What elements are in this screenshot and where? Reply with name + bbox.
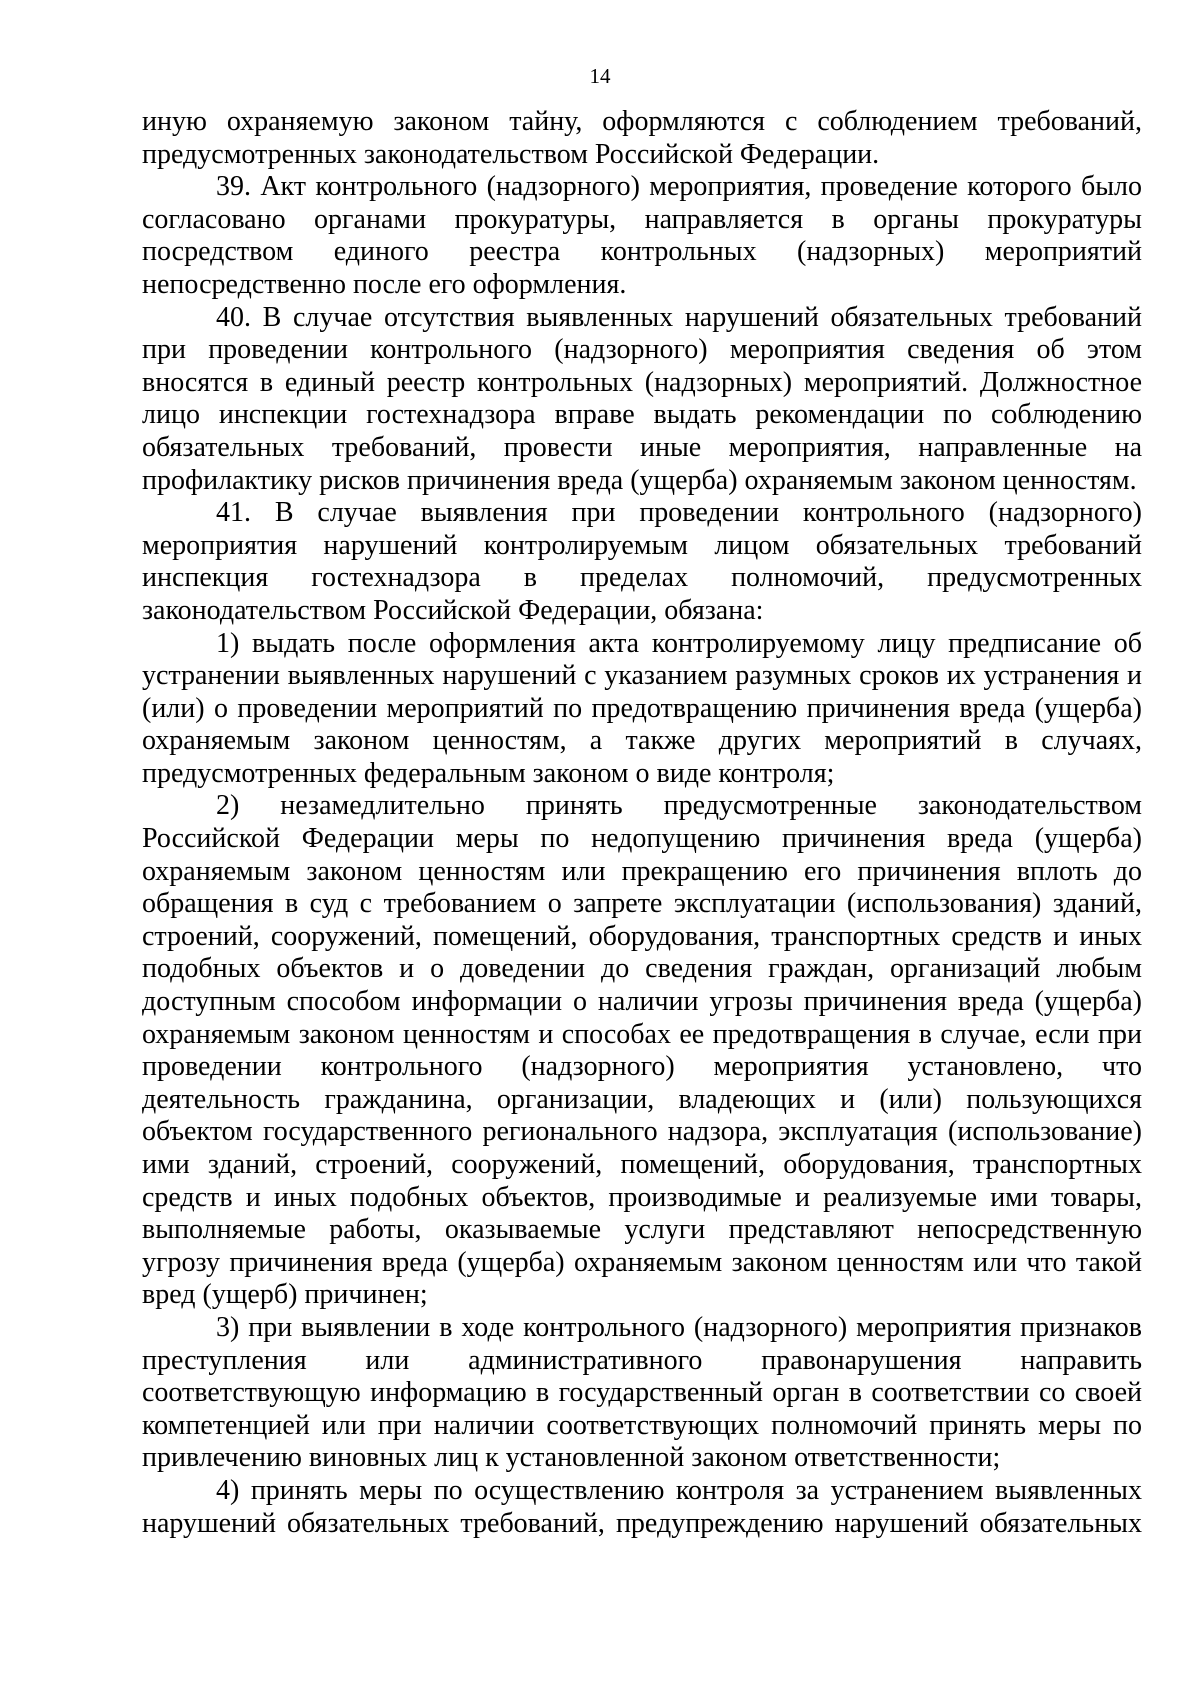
- paragraph-item-41: 41. В случае выявления при проведении контрольного (надзорного) мероприятия нарушений контролируемым лицом обязательных требований инспекция гостехнадзора в пределах полномочий, предусмотренных законодательством Российской Федерации, обязана:: [142, 497, 1142, 626]
- document-body: [142, 106, 1142, 1540]
- subitem-3: 3) при выявлении в ходе контрольного (надзорного) мероприятия признаков преступления или административного правонарушения направить соответствующую информацию в государственный орган в соответствии со своей компетенцией или при наличии соответствующих полномочий принять меры по привлечению виновных лиц к установленной законом ответственности;: [142, 1311, 1142, 1474]
- paragraph-continuation: иную охраняемую законом тайну, оформляются с соблюдением требований, предусмотренных законодательством Российской Федерации.: [142, 106, 1142, 170]
- paragraph-item-39: 39. Акт контрольного (надзорного) мероприятия, проведение которого было согласовано органами прокуратуры, направляется в органы прокуратуры посредством единого реестра контрольных (надзорных) мероприятий непосредственно после его оформления.: [142, 171, 1142, 300]
- paragraph-item-40: 40. В случае отсутствия выявленных нарушений обязательных требований при проведении контрольного (надзорного) мероприятия сведения об этом вносятся в единый реестр контрольных (надзорных) мероприятий. Должностное лицо инспекции гостехнадзора вправе выдать рекомендации по соблюдению обязательных требований, провести иные мероприятия, направленные на профилактику рисков причинения вреда (ущерба) охраняемым законом ценностям.: [142, 301, 1142, 496]
- subitem-1: 1) выдать после оформления акта контролируемому лицу предписание об устранении выявленных нарушений с указанием разумных сроков их устранения и (или) о проведении мероприятий по предотвращению причинения вреда (ущерба) охраняемым законом ценностям, а также других мероприятий в случаях, предусмотренных федеральным законом о виде контроля;: [142, 627, 1142, 789]
- subitem-2: 2) незамедлительно принять предусмотренные законодательством Российской Федерации меры по недопущению причинения вреда (ущерба) охраняемым законом ценностям или прекращению его причинения вплоть до обращения в суд с требованием о запрете эксплуатации (использования) зданий, строений, сооружений, помещений, оборудования, транспортных средств и иных подобных объектов и о доведении до сведения граждан, организаций любым доступным способом информации о наличии угрозы причинения вреда (ущерба) охраняемым законом ценностям и способах ее предотвращения в случае, если при проведении контрольного (надзорного) мероприятия установлено, что деятельность гражданина, организации, владеющих и (или) пользующихся объектом государственного регионального надзора, эксплуатация (использование) ими зданий, строений, сооружений, помещений, оборудования, транспортных средств и иных подобных объектов, производимые и реализуемые ими товары, выполняемые работы, оказываемые услуги представляют непосредственную угрозу причинения вреда (ущерба) охраняемым законом ценностям или что такой вред (ущерб) причинен;: [142, 790, 1142, 1311]
- subitem-4: 4) принять меры по осуществлению контроля за устранением выявленных нарушений обязательных требований, предупреждению нарушений обязательных: [142, 1474, 1142, 1539]
- page-number: 14: [589, 64, 611, 88]
